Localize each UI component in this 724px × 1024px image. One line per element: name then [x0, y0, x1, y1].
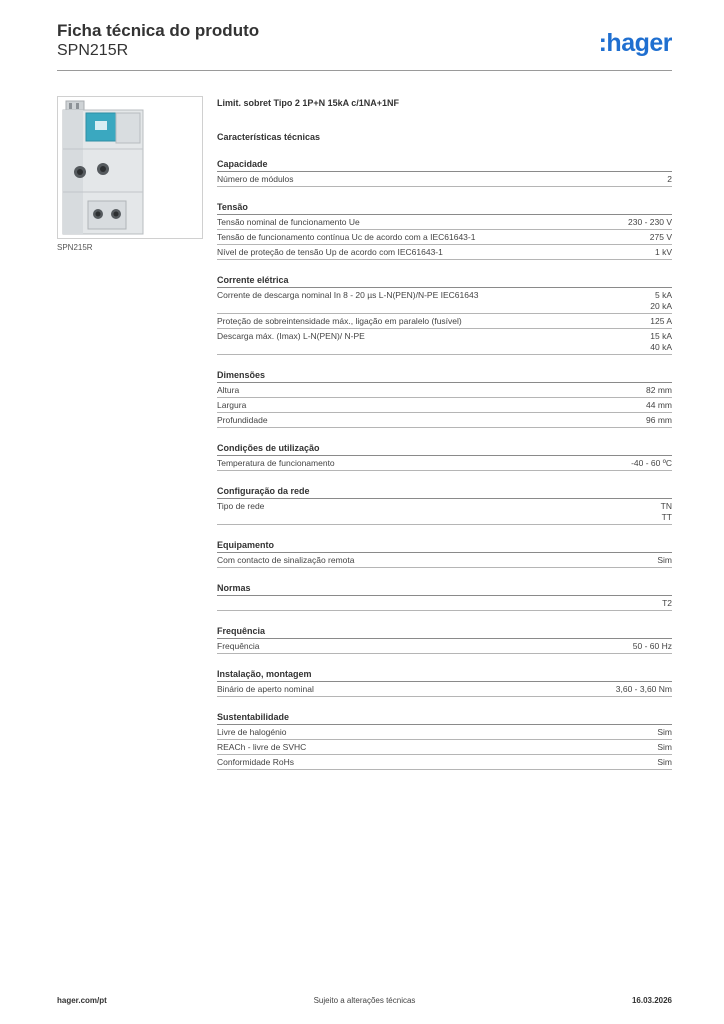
spec-value: [650, 290, 672, 312]
spec-row: [217, 398, 672, 413]
spec-value: [657, 757, 672, 768]
spec-value-line: Sim: [657, 727, 672, 737]
spec-label: Número de módulos: [217, 174, 294, 184]
spec-value: [662, 598, 672, 609]
spec-group-title: Condições de utilização: [217, 442, 672, 456]
spec-value-line: 125 A: [650, 316, 672, 326]
spec-row: [217, 740, 672, 755]
spec-value: [661, 501, 672, 523]
spec-label: REACh - livre de SVHC: [217, 742, 307, 752]
spec-value-line: 96 mm: [646, 415, 672, 425]
spec-row: [217, 596, 672, 611]
spec-value-line: 44 mm: [646, 400, 672, 410]
spec-row: [217, 314, 672, 329]
spec-group: [217, 201, 672, 260]
spec-value: [657, 742, 672, 753]
spec-label: Nível de proteção de tensão Up de acordo com IEC61643-1: [217, 247, 443, 257]
spec-value-line: 15 kA: [650, 331, 672, 341]
spec-value: [646, 385, 672, 396]
spec-group-title: Tensão: [217, 201, 672, 215]
spec-group-title: Normas: [217, 582, 672, 596]
spec-value-line: 1 kV: [654, 247, 672, 257]
spec-row: [217, 288, 672, 314]
spec-value-line: 5 kA: [654, 290, 672, 300]
spec-value: [650, 316, 672, 327]
spec-group: [217, 158, 672, 187]
spec-value-line: 2: [667, 174, 672, 184]
spec-label: Largura: [217, 400, 247, 410]
spec-value-line: -40 - 60 ºC: [631, 458, 672, 468]
spec-label: Proteção de sobreintensidade máx., ligação em paralelo (fusível): [217, 316, 462, 326]
spec-group: [217, 485, 672, 525]
spec-value: [657, 555, 672, 566]
spec-value-line: 3,60 - 3,60 Nm: [615, 684, 672, 694]
spec-value-line: 50 - 60 Hz: [632, 641, 672, 651]
spec-label: Tensão nominal de funcionamento Ue: [217, 217, 360, 227]
spec-group-title: Equipamento: [217, 539, 672, 553]
spec-row: [217, 499, 672, 525]
spec-value: [628, 217, 672, 228]
spec-value: [650, 232, 672, 243]
spec-row: [217, 456, 672, 471]
spec-value: [633, 641, 672, 652]
spec-value: [646, 400, 672, 411]
spec-value: [631, 458, 672, 469]
spec-row: [217, 413, 672, 428]
footer-notice: Sujeito a alterações técnicas: [313, 996, 416, 1005]
spec-value-line: 20 kA: [650, 301, 672, 311]
spec-label: Profundidade: [217, 415, 268, 425]
spec-row: [217, 553, 672, 568]
spec-row: [217, 329, 672, 355]
spec-group-title: Capacidade: [217, 158, 672, 172]
spec-group: [217, 539, 672, 568]
product-code: SPN215R: [57, 42, 129, 59]
spec-group-title: Frequência: [217, 625, 672, 639]
spec-row: [217, 682, 672, 697]
spec-value: [667, 174, 672, 185]
spec-value: [655, 247, 672, 258]
spec-value-line: Sim: [657, 555, 672, 565]
surge-protector-illustration: [58, 97, 202, 238]
spec-value: [646, 415, 672, 426]
spec-group: [217, 625, 672, 654]
spec-label: Conformidade RoHs: [217, 757, 295, 767]
spec-value-line: 230 - 230 V: [628, 217, 672, 227]
spec-value-line: 82 mm: [646, 385, 672, 395]
spec-label: Tensão de funcionamento contínua Uc de acordo com a IEC61643-1: [217, 232, 476, 242]
spec-row: [217, 639, 672, 654]
spec-label: Altura: [217, 385, 240, 395]
spec-row: [217, 172, 672, 187]
product-image: [57, 96, 203, 239]
footer-website: hager.com/pt: [57, 996, 107, 1005]
footer-date: 16.03.2026: [631, 996, 672, 1005]
spec-group-title: Sustentabilidade: [217, 711, 672, 725]
section-title: Características técnicas: [217, 132, 321, 142]
logo-text: :hager: [598, 29, 672, 57]
spec-value-line: Sim: [657, 742, 672, 752]
spec-value-line: 40 kA: [650, 342, 672, 352]
spec-group: [217, 668, 672, 697]
spec-value-line: Sim: [657, 757, 672, 767]
spec-group-title: Configuração da rede: [217, 485, 672, 499]
spec-group: [217, 442, 672, 471]
spec-group-title: Dimensões: [217, 369, 672, 383]
spec-label: Livre de halogénio: [217, 727, 287, 737]
spec-label: Frequência: [217, 641, 260, 651]
spec-group: [217, 274, 672, 355]
hager-logo: [580, 28, 672, 58]
page-header: [57, 20, 672, 71]
spec-row: [217, 230, 672, 245]
spec-row: [217, 755, 672, 770]
spec-row: [217, 383, 672, 398]
spec-value: [616, 684, 672, 695]
spec-value-line: T2: [662, 598, 672, 608]
document-title: Ficha técnica do produto: [57, 21, 260, 40]
spec-label: Descarga máx. (Imax) L-N(PEN)/ N-PE: [217, 331, 365, 341]
spec-row: [217, 215, 672, 230]
spec-group: [217, 582, 672, 611]
spec-groups: [217, 158, 672, 770]
spec-value: [657, 727, 672, 738]
technical-specs: [217, 96, 672, 770]
spec-value-line: TN: [660, 501, 672, 511]
spec-group: [217, 711, 672, 770]
spec-row: [217, 725, 672, 740]
spec-group: [217, 369, 672, 428]
spec-group-title: Corrente elétrica: [217, 274, 672, 288]
spec-group-title: Instalação, montagem: [217, 668, 672, 682]
spec-label: Corrente de descarga nominal In 8 - 20 µs L-N(PEN)/N-PE IEC61643: [217, 290, 479, 300]
spec-label: Com contacto de sinalização remota: [217, 555, 355, 565]
spec-label: Tipo de rede: [217, 501, 265, 511]
spec-label: Temperatura de funcionamento: [217, 458, 335, 468]
product-name: Limit. sobret Tipo 2 1P+N 15kA c/1NA+1NF: [217, 98, 400, 108]
spec-label: Binário de aperto nominal: [217, 684, 314, 694]
spec-value-line: TT: [661, 512, 672, 522]
spec-value-line: 275 V: [649, 232, 672, 242]
spec-value: [650, 331, 672, 353]
spec-row: [217, 245, 672, 260]
page-footer: [57, 994, 672, 1010]
image-caption: SPN215R: [57, 243, 93, 252]
